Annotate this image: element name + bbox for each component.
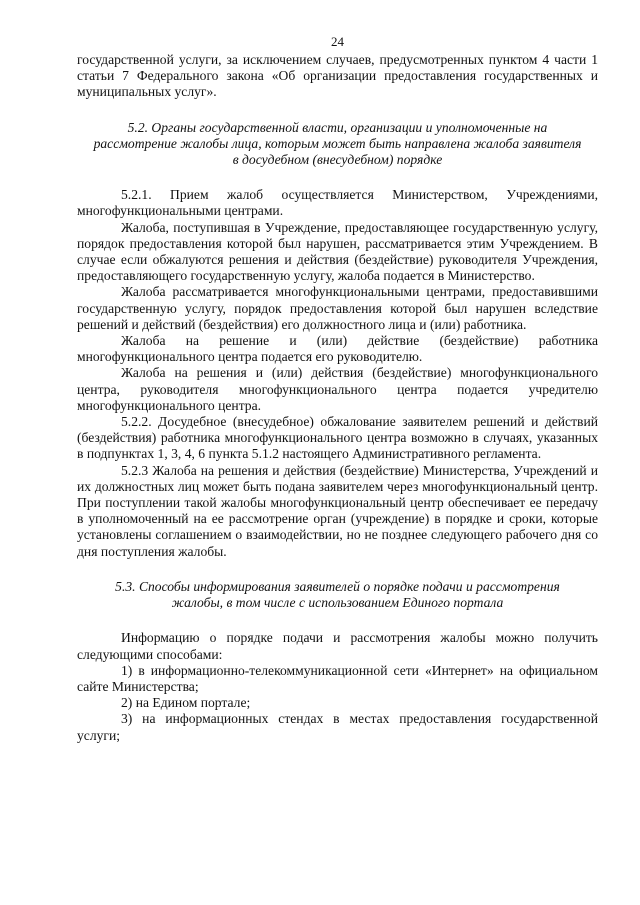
intro-paragraph: государственной услуги, за исключением случаев, предусмотренных пунктом 4 части 1 статьи 7 Федерального закона «Об организации предоставления государственных и муниципальных услуг».	[77, 52, 598, 100]
list-item-internet: 1) в информационно-телекоммуникационной сети «Интернет» на официальном сайте Министерства;	[77, 662, 598, 694]
spacer	[77, 611, 598, 630]
paragraph-5-2-2: 5.2.2. Досудебное (внесудебное) обжалование заявителем решений и действий (бездействия) работника многофункционального центра возможно в случаях, указанных в подпунктах 1, 3, 4, 6 пункта 5.1.2 настоящего Административного регламента.	[77, 414, 598, 462]
paragraph-5-2-1: 5.2.1. Прием жалоб осуществляется Министерством, Учреждениями, многофункциональными центрами.	[77, 187, 598, 219]
list-item-portal: 2) на Едином портале;	[121, 695, 251, 711]
page-number: 24	[331, 34, 344, 49]
section-5-2-heading: 5.2. Органы государственной власти, организации и уполномоченные на рассмотрение жалобы лица, которым может быть направлена жалоба заявителя в досудебном (внесудебном) порядке	[93, 119, 582, 168]
list-item-stands: 3) на информационных стендах в местах предоставления государственной услуги;	[77, 711, 598, 743]
section-5-3-heading: 5.3. Способы информирования заявителей о порядке подачи и рассмотрения жалобы, в том числе с использованием Единого портала	[115, 578, 560, 611]
paragraph-5-3-intro: Информацию о порядке подачи и рассмотрения жалобы можно получить следующими способами:	[77, 630, 598, 662]
spacer	[77, 560, 598, 579]
paragraph-5-2-1-complaint-institution: Жалоба, поступившая в Учреждение, предоставляющее государственную услугу, порядок предоставления которой был нарушен, рассматривается этим Учреждением. В случае если обжалуются решения и действия (бездействие) руководителя Учреждения, предоставляющего государственную услугу, жалоба подается в Министерство.	[77, 219, 598, 284]
section-5-2-body	[77, 187, 598, 560]
paragraph-5-2-3: 5.2.3 Жалоба на решения и действия (бездействие) Министерства, Учреждений и их должностных лиц может быть подана заявителем через многофункциональный центр. При поступлении такой жалобы многофункциональный центр обеспечивает ее передачу в уполномоченный на ее рассмотрение орган (учреждение) в порядке и сроки, которые установлены соглашением о взаимодействии, но не позднее следующего рабочего дня со дня поступления жалобы.	[77, 462, 598, 559]
paragraph-5-2-1-complaint-mfc-head: Жалоба на решения и (или) действия (бездействие) многофункционального центра, руководителя многофункционального центра подается учредителю многофункционального центра.	[77, 365, 598, 413]
spacer	[77, 101, 598, 120]
spacer	[77, 168, 598, 187]
section-5-3-body	[77, 630, 598, 743]
paragraph-5-2-1-complaint-mfc: Жалоба рассматривается многофункциональными центрами, предоставившими государственную услугу, порядок предоставления которой был нарушен вследствие решений и действий (бездействия) его должностного лица и (или) работника.	[77, 284, 598, 332]
paragraph-5-2-1-complaint-worker: Жалоба на решение и (или) действие (бездействие) работника многофункционального центра подается его руководителю.	[77, 333, 598, 365]
